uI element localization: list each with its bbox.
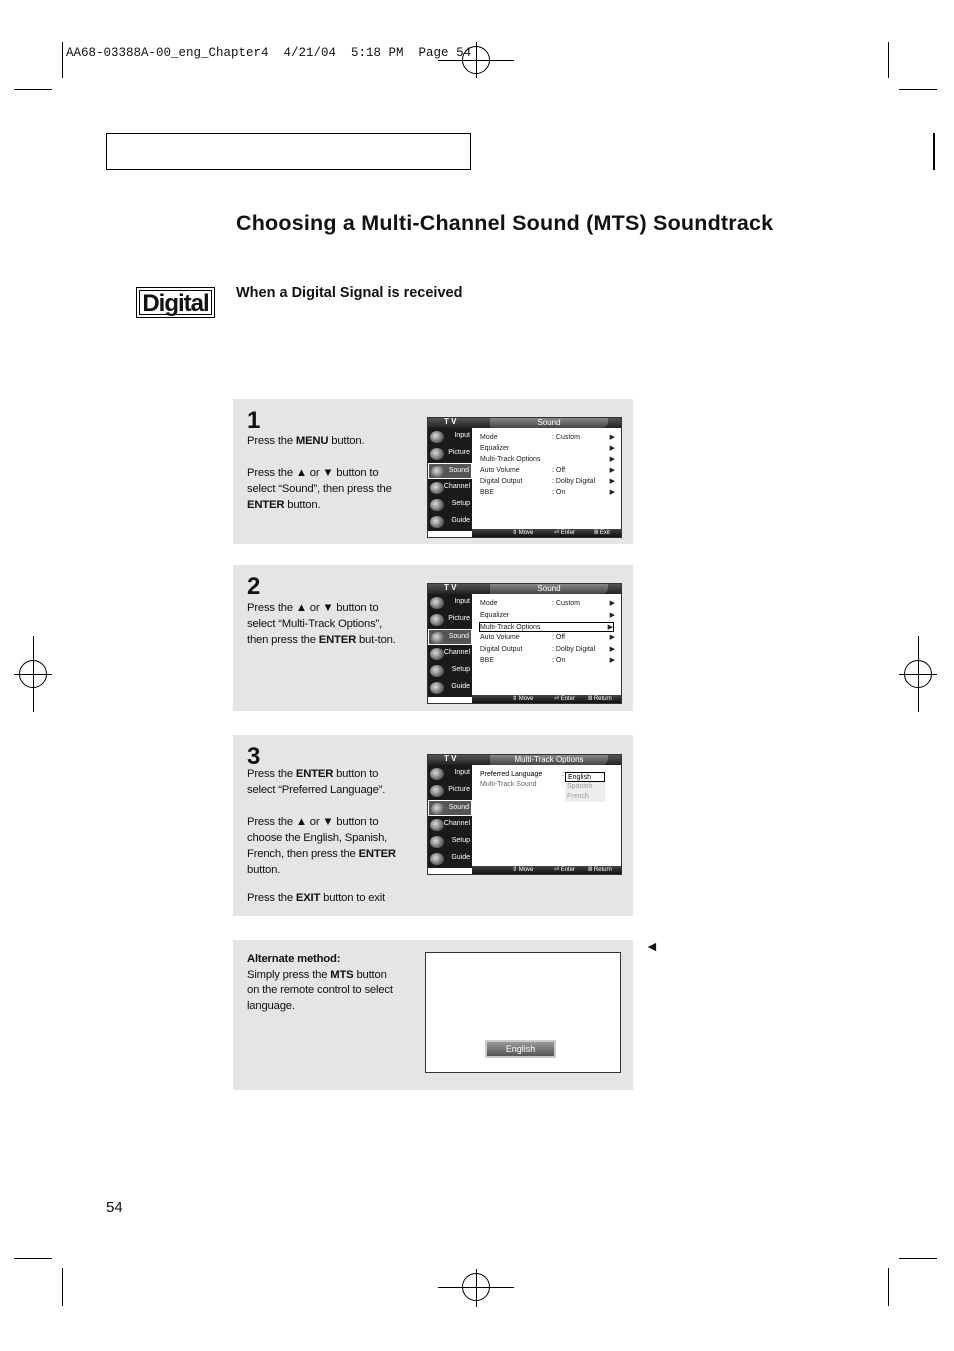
page-title: Choosing a Multi-Channel Sound (MTS) Soundtrack xyxy=(236,211,774,235)
arrow-right-icon: ▶ xyxy=(609,478,615,485)
channel-icon xyxy=(430,482,444,494)
arrow-right-icon: ▶ xyxy=(609,600,615,607)
setup-icon xyxy=(430,665,444,677)
sidebar-item-channel: Channel xyxy=(428,480,472,496)
arrow-right-icon: ▶ xyxy=(609,612,615,619)
step-panel-3 xyxy=(233,735,633,916)
osd-title-bar xyxy=(428,755,621,765)
tv-menu-screen xyxy=(427,417,622,538)
arrow-right-icon: ▶ xyxy=(609,434,615,441)
sidebar-item-guide: Guide xyxy=(428,680,472,696)
channel-icon xyxy=(430,819,444,831)
tv-menu-screen xyxy=(427,754,622,875)
osd-title-bar xyxy=(428,418,621,428)
alternate-instructions: Alternate method: Simply press the MTS button on the remote control to select language. xyxy=(247,953,393,1012)
sidebar-item-guide: Guide xyxy=(428,851,472,867)
menu-row: Digital Output : Dolby Digital ▶ xyxy=(480,646,615,653)
crop-mark xyxy=(899,1258,937,1259)
arrow-right-icon: ▶ xyxy=(609,657,615,664)
sidebar-item-channel: Channel xyxy=(428,646,472,662)
language-option-spanish: Spanish xyxy=(565,782,605,792)
step-instructions: Press the ENTER button to select “Preferred Language”. Press the ▲ or ▼ button to choose the English, Spanish, French, then press the ENTER button. Press the EXIT button to exit xyxy=(247,768,396,904)
menu-row-selected: Multi-Track Options ▶ xyxy=(480,624,613,631)
arrow-right-icon: ▶ xyxy=(609,646,615,653)
channel-icon xyxy=(430,648,444,660)
sidebar-item-picture: Picture xyxy=(428,612,472,628)
step-instructions: Press the MENU button. Press the ▲ or ▼ button to select “Sound”, then press the ENTER button. xyxy=(247,435,392,511)
arrow-right-icon: ▶ xyxy=(609,445,615,452)
exit-hint: Ⅲ Exit xyxy=(594,530,610,536)
menu-row: Mode : Custom ▶ xyxy=(480,434,615,441)
crop-mark xyxy=(888,1268,889,1306)
arrow-right-icon: ▶ xyxy=(607,624,613,631)
digital-logo-text: Digital xyxy=(139,290,212,315)
language-option-french: French xyxy=(565,792,605,802)
menu-row: Auto Volume : Off ▶ xyxy=(480,634,615,641)
step-number: 1 xyxy=(247,407,261,434)
input-icon xyxy=(430,768,444,780)
crop-mark xyxy=(933,133,935,170)
sound-icon xyxy=(431,466,445,478)
menu-row: Equalizer ▶ xyxy=(480,445,615,452)
sidebar-item-guide: Guide xyxy=(428,514,472,530)
registration-mark xyxy=(462,46,490,74)
chapter-header-box xyxy=(106,133,471,170)
crop-mark xyxy=(14,89,52,90)
step-instructions: Press the ▲ or ▼ button to select “Multi-Track Options”, then press the ENTER but-ton. xyxy=(247,602,396,646)
section-subtitle: When a Digital Signal is received xyxy=(236,285,463,301)
crop-mark xyxy=(62,1268,63,1306)
step-panel-2 xyxy=(233,565,633,711)
osd-tv-label: T V xyxy=(444,754,457,763)
picture-icon xyxy=(430,785,444,797)
enter-hint: ⏎ Enter xyxy=(554,530,576,536)
menu-row: Multi-Track Options ▶ xyxy=(480,456,615,463)
alternate-method-panel xyxy=(233,940,633,1090)
sidebar-item-input: Input xyxy=(428,766,472,782)
menu-row: BBE : On ▶ xyxy=(480,489,615,496)
sidebar-item-sound: Sound xyxy=(428,463,472,479)
crop-mark xyxy=(62,42,63,78)
arrow-right-icon: ▶ xyxy=(609,456,615,463)
digital-logo xyxy=(136,287,215,318)
osd-tv-label: T V xyxy=(444,583,457,592)
sidebar-item-input: Input xyxy=(428,429,472,445)
registration-mark xyxy=(904,660,932,688)
step-panel-1 xyxy=(233,399,633,544)
sidebar-item-setup: Setup xyxy=(428,663,472,679)
osd-menu-tab: Multi-Track Options xyxy=(490,755,608,765)
sidebar-item-channel: Channel xyxy=(428,817,472,833)
registration-mark xyxy=(462,1273,490,1301)
menu-row: Multi-Track Sound : xyxy=(480,781,564,788)
menu-row: Digital Output : Dolby Digital ▶ xyxy=(480,478,615,485)
step-number: 3 xyxy=(247,743,261,770)
sidebar-item-setup: Setup xyxy=(428,497,472,513)
picture-icon xyxy=(430,614,444,626)
language-option-english: English xyxy=(565,772,605,782)
arrow-right-icon: ▶ xyxy=(609,467,615,474)
guide-icon xyxy=(430,853,444,865)
crop-mark xyxy=(14,1258,52,1259)
setup-icon xyxy=(430,499,444,511)
osd-help-bar xyxy=(472,529,621,537)
tv-menu-screen xyxy=(427,583,622,704)
move-hint: ⇕ Move xyxy=(512,867,534,873)
osd-sidebar xyxy=(428,765,472,868)
alternate-heading: Alternate method: xyxy=(247,953,341,965)
enter-hint: ⏎ Enter xyxy=(554,867,576,873)
return-hint: Ⅲ Return xyxy=(588,696,612,702)
crop-mark xyxy=(899,89,937,90)
arrow-right-icon: ▶ xyxy=(609,634,615,641)
menu-row: BBE : On ▶ xyxy=(480,657,615,664)
arrow-right-icon: ▶ xyxy=(609,489,615,496)
guide-icon xyxy=(430,516,444,528)
sidebar-item-sound: Sound xyxy=(428,800,472,816)
menu-row: Auto Volume : Off ▶ xyxy=(480,467,615,474)
osd-menu-tab: Sound xyxy=(490,418,608,428)
arrow-left-icon: ◄ xyxy=(645,938,659,954)
enter-hint: ⏎ Enter xyxy=(554,696,576,702)
sound-icon xyxy=(431,803,445,815)
osd-sidebar xyxy=(428,594,472,697)
menu-row: Mode : Custom ▶ xyxy=(480,600,615,607)
sidebar-item-picture: Picture xyxy=(428,783,472,799)
step-number: 2 xyxy=(247,573,261,600)
return-hint: Ⅲ Return xyxy=(588,867,612,873)
move-hint: ⇕ Move xyxy=(512,530,534,536)
osd-menu-tab: Sound xyxy=(490,584,608,594)
guide-icon xyxy=(430,682,444,694)
input-icon xyxy=(430,431,444,443)
page-number: 54 xyxy=(106,1199,123,1216)
sidebar-item-sound: Sound xyxy=(428,629,472,645)
move-hint: ⇕ Move xyxy=(512,696,534,702)
sound-icon xyxy=(431,632,445,644)
crop-mark xyxy=(888,42,889,78)
osd-sidebar xyxy=(428,428,472,531)
osd-help-bar xyxy=(472,695,621,703)
registration-mark xyxy=(19,660,47,688)
osd-tv-label: T V xyxy=(444,417,457,426)
osd-title-bar xyxy=(428,584,621,594)
tv-screen xyxy=(425,952,621,1073)
language-indicator: English xyxy=(485,1040,556,1058)
print-slug: AA68-03388A-00_eng_Chapter4 4/21/04 5:18 PM Page 54 xyxy=(66,46,472,60)
sidebar-item-setup: Setup xyxy=(428,834,472,850)
language-list xyxy=(565,772,605,804)
setup-icon xyxy=(430,836,444,848)
sidebar-item-input: Input xyxy=(428,595,472,611)
input-icon xyxy=(430,597,444,609)
menu-row-selected: Preferred Language : xyxy=(480,771,564,778)
menu-row: Equalizer ▶ xyxy=(480,612,615,619)
sidebar-item-picture: Picture xyxy=(428,446,472,462)
picture-icon xyxy=(430,448,444,460)
osd-help-bar xyxy=(472,866,621,874)
